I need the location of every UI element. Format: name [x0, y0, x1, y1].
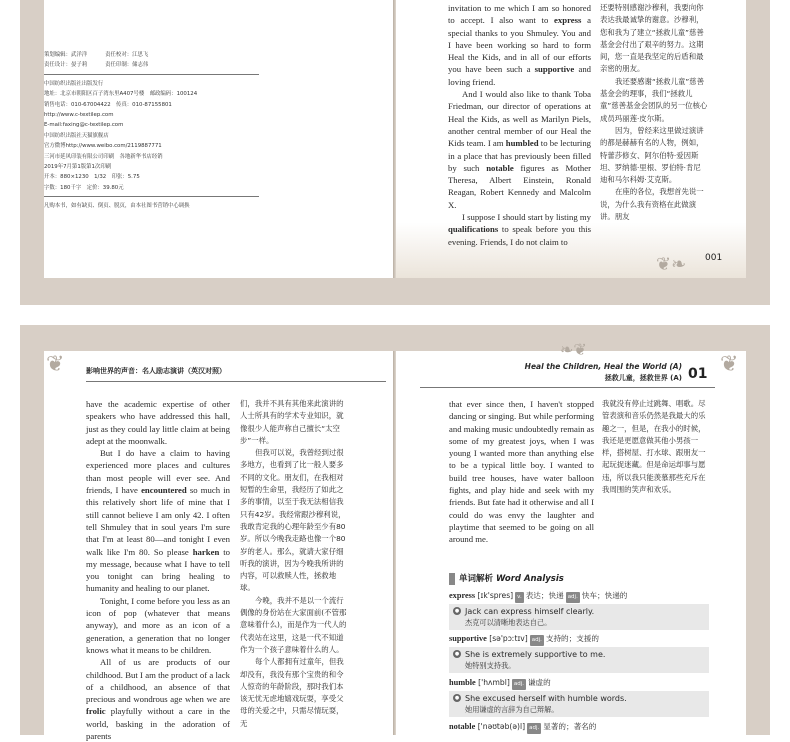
keyword-notable: notable [486, 162, 514, 173]
proofreader-credit: 责任校对：江思飞 [105, 52, 149, 58]
phone-line: 销售电话：010-67004422 传真：010-87155801 [44, 101, 172, 108]
corner-ornament-icon: ❦ [46, 352, 65, 377]
keyword-humbled: humbled [505, 138, 539, 149]
chinese-text-bottom-left: 们，我并不具有其他来此演讲的人士所具有的学术专业知识，就像很少人能声称自己擅长“太空步”一样。 但我可以说，我曾经到过很多地方，也看到了比一般人要多不同的文化。朋友们，在我相对短暂的生命里，我经历了如此之多的事情，以至于我无法相信我只有42岁。我经常跟沙穆利说，我敢肯定我的心理年龄至少有80岁。所以今晚我走路也像一个80岁的老人。那么，就请大家仔细听我的演讲，因为今晚我所讲的内容，可以救赎人性，拯救地球。 今晚，我并不是以一个流行偶像的身份站在大家面前(不管那意味着什么)，而是作为一代人的代表站在这里，这是一代不知道作为一个孩子意味着什么的人。 每个人都拥有过童年，但我却没有，我没有那个宝贵的和令人惊奇的年龄阶段，那时我们本该无忧无虑地嬉戏玩耍，享受父母的关爱之中，只需尽情玩耍，无 [240, 399, 347, 728]
printer-line: 三河市延风印装有限公司印刷 各地新华书店经销 [44, 153, 163, 160]
keyword-supportive: supportive [534, 64, 575, 75]
english-text-top: invitation to me which I am so honored to accept. I also want to express a special thanks to you Shmuley. You and I have been working so hard to form Heal the Kids, and in all of our efforts you have been such a supportive and loving friend. And I would also like to thank Toba Friedman, our director of operations at Heal the Kids, as well as Marilyn Piels, another central member of our Heal the Kids team. I am humbled to be lecturing in a place that has previously been filled by such notable figures as Mother Theresa, Albert Einstein, Ronald Reagan, Robert Kennedy and Malcolm X. I suppose I should start by listing my qualifications to speak before you this evening. Friends, I do not claim to [448, 3, 592, 247]
vocab-entry: humble ['hʌmbl] adj. 谦虚的 ● She excused herself with humble words. 她用谦虚的言辞为自己辩解。 [449, 677, 709, 717]
weibo-link[interactable]: 官方微博http://www.weibo.com/2119887771 [44, 143, 162, 150]
editor-credit: 策划编辑：武洋洋 [44, 52, 88, 58]
vocab-entry: notable ['nəʊtəb(ə)l] adj. 显著的；著名的 [449, 721, 709, 734]
format-line: 开本：880×1230 1/32 印张：5.75 [44, 174, 140, 181]
vocab-entry: supportive [sə'pɔːtɪv] adj. 支持的；支援的 ● She is extremely supportive to me. 她特别支持我。 [449, 633, 709, 673]
chapter-title-en: Heal the Children, Heal the World (A) [524, 362, 682, 371]
corner-ornament-icon: ❦ [720, 352, 739, 377]
divider [44, 74, 259, 75]
header-rule [420, 387, 715, 388]
top-ornament-icon: ❧❦ [560, 340, 587, 359]
english-text-bottom-right: that ever since then, I haven't stopped dancing or singing. But while performing and making music undoubtedly remain as some of my greatest joys, when I was young I wanted more than anything else to be a typical little boy. I wanted to build tree houses, have water balloon fights, and play hide and seek with my friends. But fate had it otherwise and all I could do was envy the laughter and playtime that seemed to be going on all around me. [449, 399, 595, 545]
publisher-line: 中国纺织出版社出版发行 [44, 80, 104, 87]
page-number: 001 [705, 253, 723, 263]
example-icon: ● [454, 695, 460, 701]
web-link[interactable]: http://www.c-textilep.com [44, 112, 114, 119]
english-text-bottom-left: have the academic expertise of other speakers who have addressed this hall, just as they could lay little claim at being adept at the moonwalk. But I do have a claim to having experienced more places and cultures than most people will ever see. And friends, I have encountered so much in this relatively short life of mine that I still cannot believe I am only 42. I often tell Shmuley that in soul years I'm sure that I'm at least 80—and tonight I even walk like I'm 80. So please harken to my message, because what I have to tell you tonight can bring healing to humanity and healing to our planet. Tonight, I come before you less as an icon of pop (whatever that means anyway), and more as an icon of a generation, a generation that no longer knows what it means to be children. All of us are products of our childhood. But I am the product of a lack of a childhood, an absence of that precious and wondrous age when we are frolic playfully without a care in the world, basking in the adoration of parents [86, 399, 231, 742]
notice-line: 凡购本书，如有缺页、倒页、脱页，由本社图书营销中心调换 [44, 203, 190, 210]
printing-credit: 责任印制：储志伟 [105, 62, 149, 69]
divider [44, 196, 259, 197]
chapter-title-zh: 拯救儿童，拯救世界 (A) [604, 374, 682, 382]
edition-line: 2019年7月第1版第1次印刷 [44, 164, 112, 171]
colophon [44, 50, 259, 212]
store-line: 中国纺织出版社天猫旗舰店 [44, 132, 109, 139]
chapter-number: 01 [688, 366, 708, 382]
keyword-encountered: encountered [141, 485, 187, 496]
chinese-text-bottom-right: 我就没有停止过跳舞、唱歌。尽管表演和音乐仍然是我最大的乐趣之一，但是，在我小的时候，我还是更愿意做其他小男孩一样，搭树屋、打水球、跟朋友一起玩捉迷藏。但是命运却事与愿违，所以我只能羡慕那些充斥在我周围的笑声和欢乐。 [602, 399, 706, 495]
price-line: 字数：180千字 定价：39.80元 [44, 184, 124, 191]
book-title-header: 影响世界的声音：名人励志演讲（英汉对照） [86, 367, 226, 375]
word-analysis-title: 单词解析 Word Analysis [449, 572, 564, 585]
vocab-entry: express [ɪk'spres] v. 表达；快递 adj. 快车；快递的 ● Jack can express himself clearly. 杰克可以清晰地表达自己。 [449, 590, 709, 630]
designer-credit: 责任设计：晏子莉 [44, 62, 88, 69]
keyword-frolic: frolic [86, 706, 106, 717]
address-line: 地址：北京市朝阳区百子湾东里A407号楼 邮政编码：100124 [44, 91, 198, 98]
example-icon: ● [454, 651, 460, 657]
floral-ornament-icon: ❦❧ [656, 254, 687, 275]
example-icon: ● [454, 608, 460, 614]
header-rule [86, 381, 386, 382]
chinese-text-top: 还要特别感谢沙穆利，我要向你表达我最诚挚的谢意。沙穆利，您和我为了建立“拯救儿童”慈善基金会付出了艰辛的努力。这期间，您一直是我坚定的后盾和最亲密的朋友。 我还要感谢“拯救儿童”慈善基金会的理事，我们“拯救儿童”慈善基金会团队的另一位核心成员玛丽莲·皮尔斯。 因为，曾经来这里做过演讲的都是赫赫有名的人物，例如，特蕾莎修女、阿尔伯特·爱因斯坦、罗纳德·里根、罗伯特·肯尼迪和马尔科姆·艾克斯。 在座的各位，我想首先说一说，为什么我有资格在此做演讲。朋友 [600, 3, 708, 222]
email-link[interactable]: E-mail:faxing@c-textilep.com [44, 122, 124, 129]
keyword-qualifications: qualifications [448, 224, 499, 235]
section-marker-icon [449, 573, 455, 585]
keyword-express: express [554, 15, 582, 26]
chapter-header [510, 362, 682, 383]
keyword-harken: harken [192, 546, 220, 557]
